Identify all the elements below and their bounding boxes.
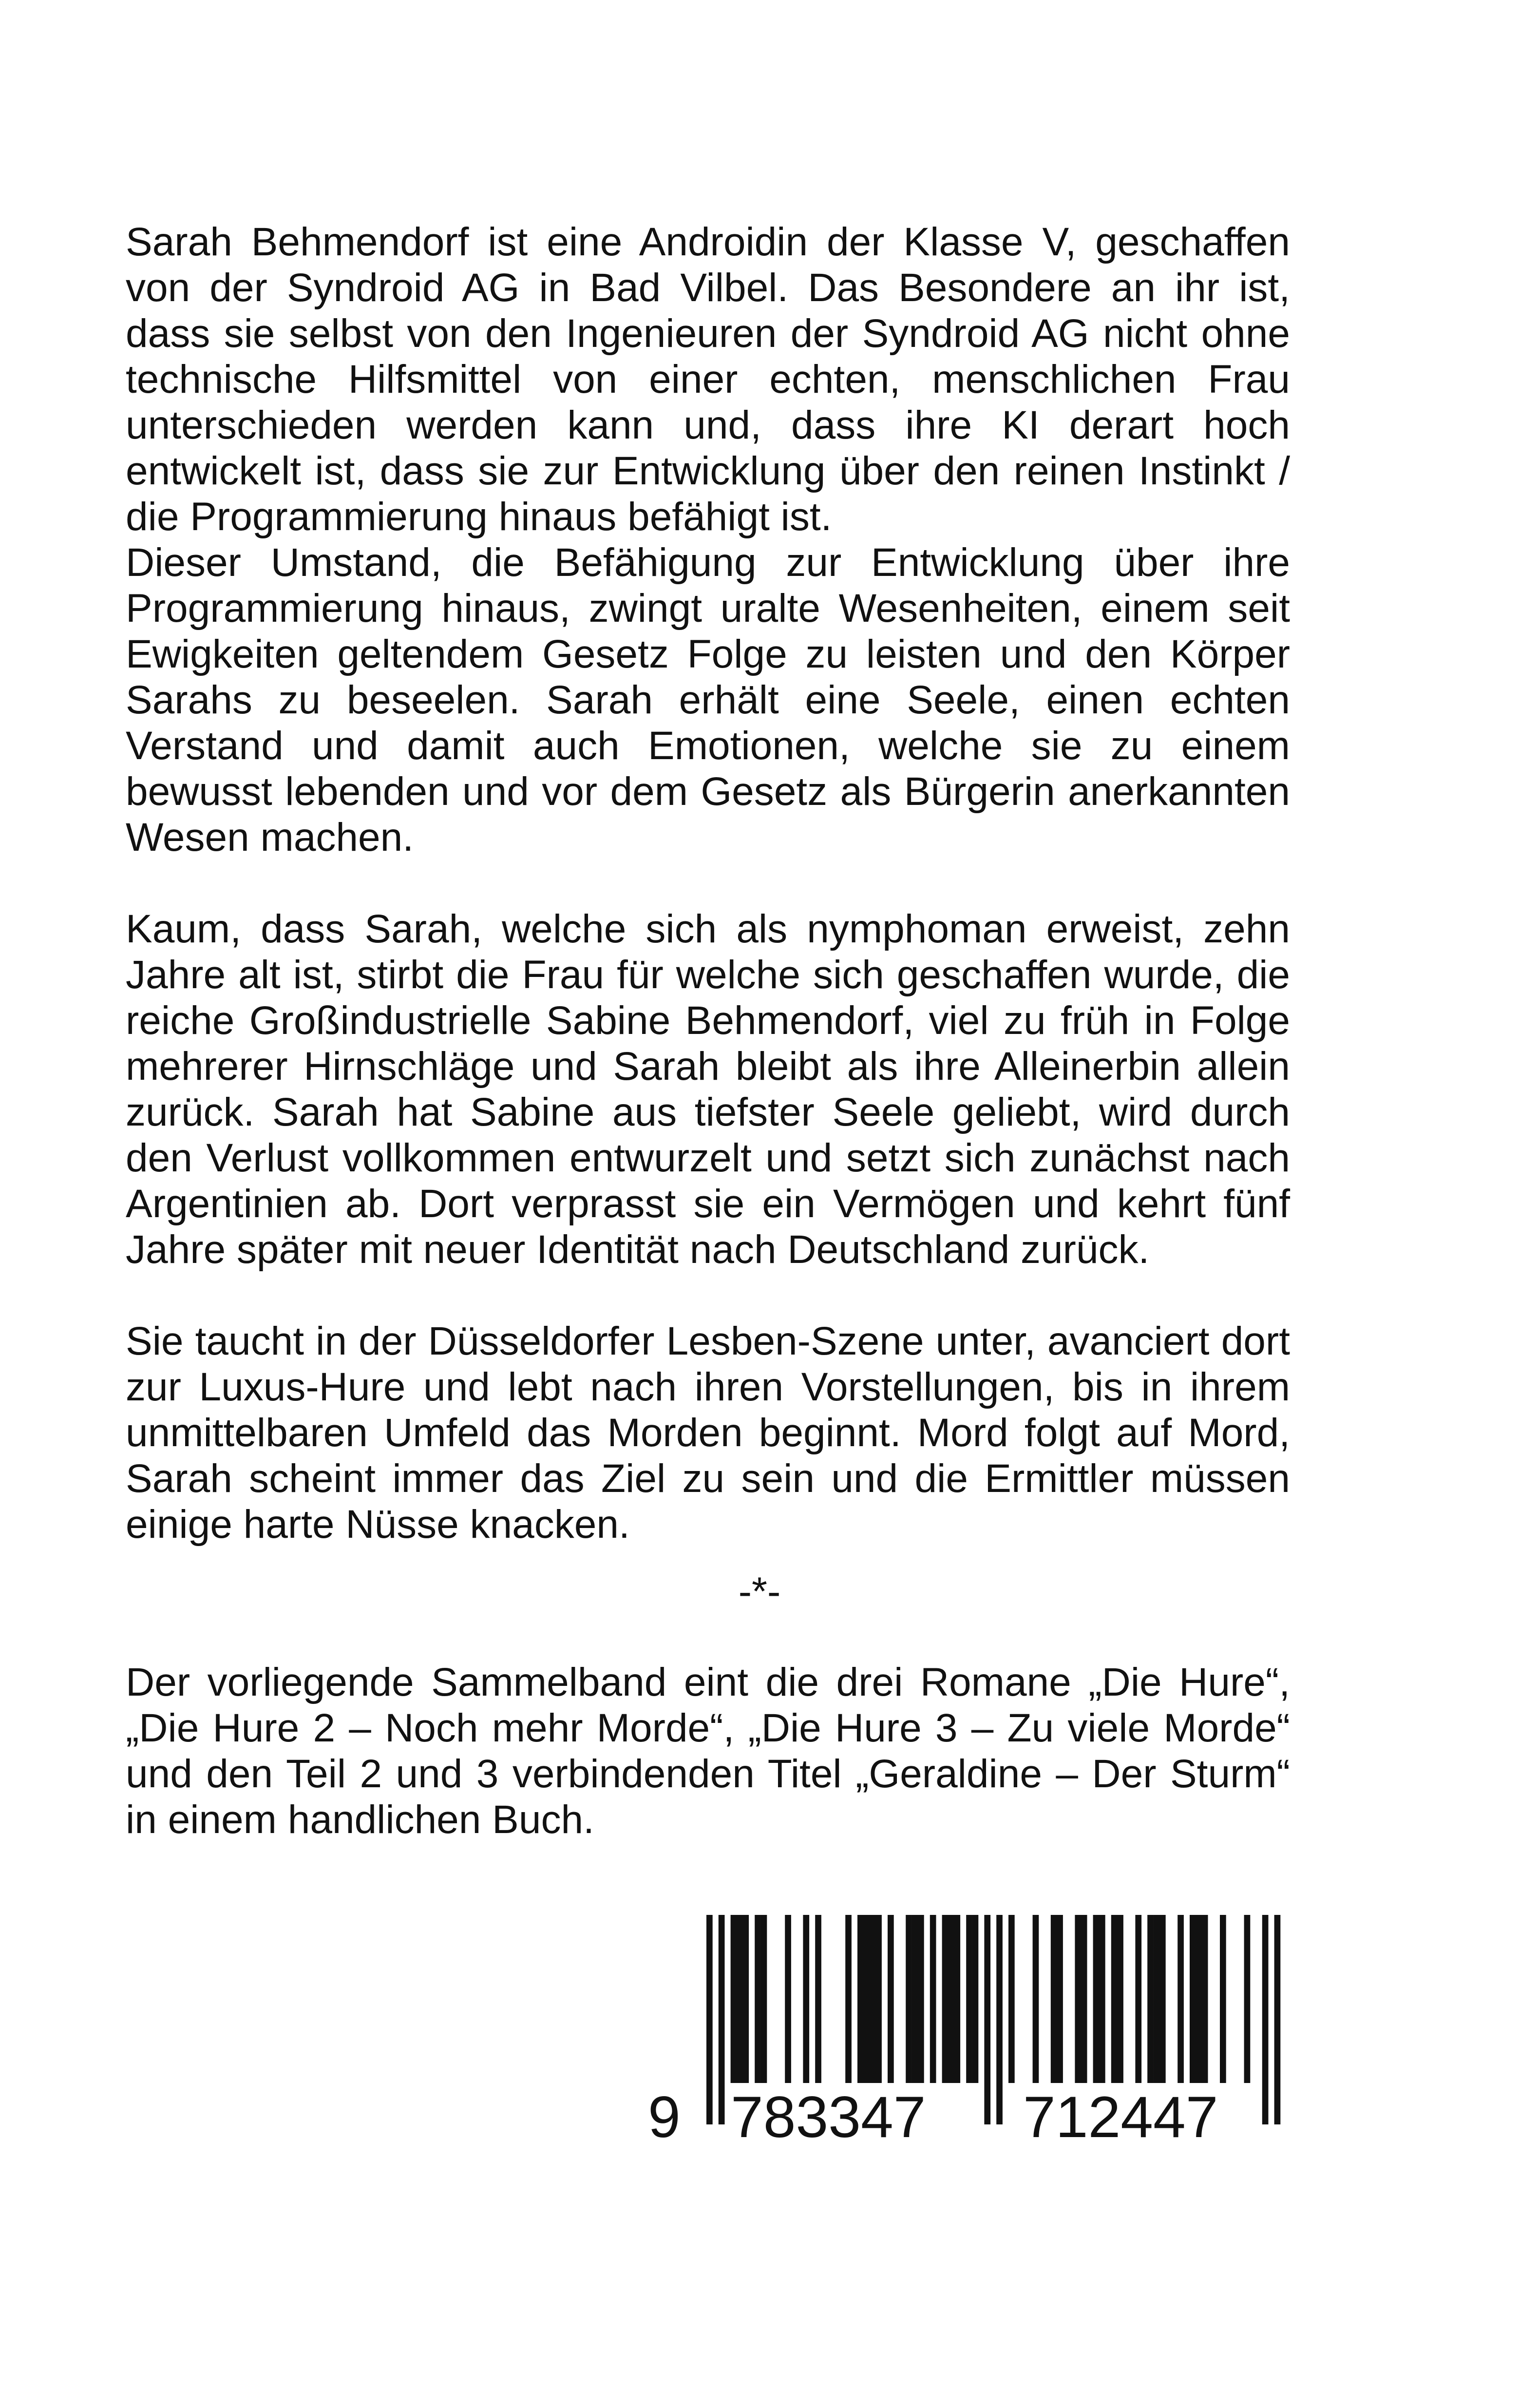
collection-paragraph: Der vorliegende Sammelband eint die drei Romane „Die Hure“, „Die Hure 2 – Noch mehr Morde“, „Die Hure 3 – Zu viele Morde“ und den Teil 2 und 3 verbindenden Titel „Geraldine – Der Sturm“ in einem handlichen Buch.	[126, 1660, 1290, 1842]
synopsis-paragraph-3: Kaum, dass Sarah, welche sich als nymphoman erweist, zehn Jahre alt ist, stirbt die Frau für welche sich geschaffen wurde, die reiche Großindustrielle Sabine Behmendorf, viel zu früh in Folge mehrerer Hirnschläge und Sarah bleibt als ihre Alleinerbin allein zurück. Sarah hat Sabine aus tiefster Seele geliebt, wird durch den Verlust vollkommen entwurzelt und setzt sich zunächst nach Argentinien ab. Dort verprasst sie ein Vermögen und kehrt fünf Jahre später mit neuer Identität nach Deutschland zurück.	[126, 907, 1290, 1272]
barcode-bar-45	[1220, 1915, 1226, 2083]
barcode-bar-11	[857, 1915, 864, 2083]
barcode-bar-39	[1154, 1915, 1160, 2083]
barcode-bar-29	[1051, 1915, 1057, 2083]
barcode-bar-4	[742, 1915, 749, 2083]
synopsis-paragraph-2: Dieser Umstand, die Befähigung zur Entwicklung über ihre Programmierung hinaus, zwingt uralte Wesenheiten, einem seit Ewigkeiten geltendem Gesetz Folge zu leisten und den Körper Sarahs zu beseelen. Sarah erhält eine Seele, einen echten Verstand und damit auch Emotionen, welche sie zu einem bewusst lebenden und vor dem Gesetz als Bürgerin anerkannten Wesen machen.	[126, 540, 1290, 860]
barcode-bar-20	[942, 1915, 949, 2083]
barcode-first-digit: 9	[648, 2084, 681, 2150]
barcode-bar-1	[719, 1915, 725, 2124]
synopsis-paragraph-1: Sarah Behmendorf ist eine Androidin der Klasse V, geschaffen von der Syndroid AG in Bad Vilbel. Das Besondere an ihr ist, dass sie selbst von den Ingenieuren der Syndroid AG nicht ohne technische Hilfsmittel von einer echten, menschlichen Frau unterschieden werden kann und, dass ihre KI derart hoch entwickelt ist, dass sie zur Entwicklung über den reinen Instinkt / die Programmierung hinaus befähigt ist.	[126, 220, 1290, 539]
barcode-bar-26	[996, 1915, 1003, 2124]
barcode-bar-12	[863, 1915, 870, 2083]
barcode-bar-14	[875, 1915, 882, 2083]
barcode-right-digits: 712447	[1023, 2084, 1218, 2150]
barcode-bar-9	[815, 1915, 821, 2083]
barcode-bar-37	[1135, 1915, 1141, 2083]
barcode-bar-38	[1147, 1915, 1154, 2083]
barcode-bar-24	[972, 1915, 979, 2083]
barcode-bar-8	[803, 1915, 809, 2083]
barcode-bar-15	[888, 1915, 894, 2083]
barcode-bar-27	[1008, 1915, 1015, 2083]
barcode-bar-44	[1202, 1915, 1208, 2083]
barcode-bar-10	[845, 1915, 852, 2083]
barcode-bar-2	[731, 1915, 737, 2083]
barcode-bar-48	[1274, 1915, 1281, 2124]
barcode-bar-6	[761, 1915, 767, 2083]
barcode-bar-3	[737, 1915, 743, 2083]
barcode-bar-16	[906, 1915, 912, 2083]
barcode-left-digits: 783347	[731, 2084, 926, 2150]
barcode-bar-32	[1081, 1915, 1087, 2083]
barcode-bar-7	[785, 1915, 791, 2083]
barcode-bar-18	[918, 1915, 924, 2083]
barcode-bar-46	[1244, 1915, 1251, 2083]
barcode-bar-35	[1111, 1915, 1118, 2083]
barcode-bar-5	[755, 1915, 761, 2083]
barcode-bar-13	[870, 1915, 876, 2083]
barcode-bar-42	[1190, 1915, 1196, 2083]
barcode-bar-33	[1093, 1915, 1100, 2083]
synopsis-paragraph-4: Sie taucht in der Düsseldorfer Lesben-Szene unter, avanciert dort zur Luxus-Hure und lebt nach ihren Vorstellungen, bis in ihrem unmittelbaren Umfeld das Morden beginnt. Mord folgt auf Mord, Sarah scheint immer das Ziel zu sein und die Ermittler müssen einige harte Nüsse knacken.	[126, 1319, 1290, 1547]
barcode-bar-25	[984, 1915, 990, 2124]
barcode-bar-36	[1117, 1915, 1123, 2083]
barcode-bar-22	[954, 1915, 960, 2083]
barcode-bar-34	[1099, 1915, 1105, 2083]
barcode-bar-17	[912, 1915, 918, 2083]
barcode-bar-47	[1262, 1915, 1269, 2124]
barcode-bar-19	[930, 1915, 936, 2083]
barcode-bar-28	[1033, 1915, 1039, 2083]
barcode-bar-41	[1177, 1915, 1184, 2083]
section-separator: -*-	[738, 1569, 781, 1614]
barcode-bar-21	[948, 1915, 954, 2083]
synopsis	[126, 219, 1290, 1548]
barcode-bar-40	[1159, 1915, 1166, 2083]
barcode-bar-43	[1196, 1915, 1202, 2083]
barcode-bar-31	[1075, 1915, 1081, 2083]
barcode-bar-0	[706, 1915, 713, 2124]
barcode-bar-30	[1057, 1915, 1063, 2083]
collection-info	[126, 1660, 1290, 1843]
barcode-bar-23	[966, 1915, 972, 2083]
